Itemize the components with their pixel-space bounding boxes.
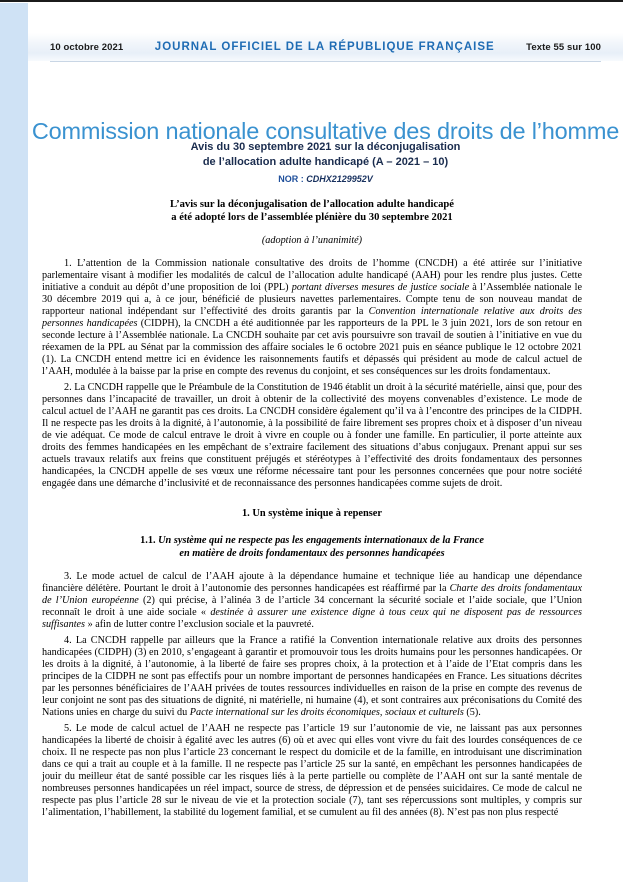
paragraph-1: 1. L’attention de la Commission nationale consultative des droits de l’homme (CNCDH) a été attirée sur l’initiative parlementaire visant à modifier les modalités de calcul de l’allocation adulte handicapé (AAH) pour les rendre plus justes. Cette initiative a conduit au dépôt d’une proposition de loi (PPL) portant diverses mesures de justice sociale à l’Assemblée nationale le 30 décembre 2019 qui a, à ce jour, bénéficié de plusieurs navettes parlementaires. Compte tenu de son nouveau mandat de rapporteur national indépendant sur l’effectivité des droits garantis par la Convention internationale relative aux droits des personnes handicapées (CIDPH), la CNCDH a été auditionnée par les rapporteurs de la PPL le 3 juin 2021, lors de son retour en seconde lecture à l’Assemblée nationale. La CNCDH souhaite par cet avis poursuivre son travail de soutien à l’initiative en vue du réexamen de la PPL au Sénat par la commission des affaire sociales le 6 octobre 2021 puis en séance publique le 12 octobre 2021 (1). La CNCDH entend mettre ici en évidence les raisonnements fautifs et dépassés qui président au mode de calcul actuel de l’AAH, modulée à la baisse par la prise en compte des revenus du conjoint, et ses conséquences sur les droits fondamentaux. bbox=[42, 258, 582, 377]
adoption-statement bbox=[42, 198, 582, 224]
running-header bbox=[28, 36, 623, 58]
document-body bbox=[42, 198, 582, 820]
document-subtitle-line-1: Avis du 30 septembre 2021 sur la déconjugalisation bbox=[190, 141, 461, 153]
header-journal-title: JOURNAL OFFICIEL DE LA RÉPUBLIQUE FRANÇAISE bbox=[154, 41, 495, 53]
subsection-title-line-1: Un système qui ne respecte pas les engagements internationaux de la France bbox=[158, 535, 484, 546]
paragraph-5: 5. Le mode de calcul actuel de l’AAH ne respecte pas l’article 19 sur l’autonomie de vie, ne laissant pas aux personnes handicapées la liberté de choisir à égalité avec les autres (6) où et avec qui elles vont vivre du fait des lourdes conséquences de ce choix. Il ne respecte pas non plus l’article 23 concernant le respect du domicile et de la famille, en introduisant une discrimination dans ce qui a trait au couple et à la famille. Il ne respecte pas l’article 25 sur la santé, en empêchant les personnes handicapées de jouir du meilleur état de santé possible car les risques liés à la perte partielle ou complète de l’AAH ont sur la santé mentale de nombreuses personnes handicapées un réel impact, source de stress, de dépression et de pensées suicidaires. Ce mode de calcul ne respecte pas plus l’article 28 sur le niveau de vie et la protection sociale (7), tant ses répercussions sont multiples, y compris sur l’alimentation, l’habillement, la stabilité du logement familial, et se cumulent au fil des années (8). N’est pas non plus respecté bbox=[42, 723, 582, 818]
page-left-margin-strip bbox=[0, 3, 28, 882]
paragraph-4: 4. La CNCDH rappelle par ailleurs que la France a ratifié la Convention internationale relative aux droits des personnes handicapées (CIDPH) (3) en 2010, s’engageant à garantir et promouvoir tous les droits humains pour les personnes handicapées. Or les droits à la dignité, à l’autonomie, à la liberté de faire ses propres choix, à la protection et à l’aide de l’Etat compris dans les principes de la CIDPH ne sont pas effectifs pour un nombre important de personnes handicapées en France. Les situations décrites par les personnes bénéficiaires de l’AAH privées de toutes ressources individuelles en raison de la prise en compte des revenus de leur conjoint ne sont pas des situations de dignité, ni matérielle, ni humaine (4), et sont contraires aux préconisations du Comité des Nations unies en charge du suivi du Pacte international sur les droits économiques, sociaux et culturels (5). bbox=[42, 635, 582, 718]
header-date: 10 octobre 2021 bbox=[50, 41, 124, 53]
adoption-statement-line-1: L’avis sur la déconjugalisation de l’allocation adulte handicapé bbox=[169, 199, 454, 210]
paragraph-3: 3. Le mode actuel de calcul de l’AAH ajoute à la dépendance humaine et technique liée au handicap une dépendance financière délétère. Pourtant le droit à l’autonomie des personnes handicapées est réaffirmé par la Charte des droits fondamentaux de l’Union européenne (2) qui précise, à l’alinéa 3 de l’article 34 concernant la sécurité sociale et l’aide sociale, que l’Union reconnaît le droit à une aide sociale « destinée à assurer une existence digne à tous ceux qui ne disposent pas de ressources suffisantes » afin de lutter contre l’exclusion sociale et la pauvreté. bbox=[42, 571, 582, 630]
paragraph-2: 2. La CNCDH rappelle que le Préambule de la Constitution de 1946 établit un droit à la sécurité matérielle, ainsi que, pour des personnes dans l’incapacité de travailler, un droit à obtenir de la collectivité des moyens convenables d’existence. Le mode de calcul actuel de l’AAH ne garantit pas ces droits. La CNCDH considère également qu’il va à l’encontre des principes de la CIDPH. Il ne respecte pas les droits à la dignité, à l’autonomie, à la possibilité de faire librement ses propres choix et à disposer d’un niveau de vie adéquat. Ce mode de calcul entrave le droit à vivre en couple ou à fonder une famille. En particulier, il porte atteinte aux droits des femmes handicapées en les empêchant de s’extraire facilement des situations d’abus conjugaux. Prenant appui sur ses actuels travaux relatifs aux freins que constituent préjugés et stéréotypes à l’effectivité des droits fondamentaux des personnes handicapées, la CNCDH appelle de ses vœux une réforme nécessaire tant pour les personnes concernées que pour notre société engagée dans une démarche d’inclusivité et de reconnaissance des personnes handicapées comme sujets de droit. bbox=[42, 382, 582, 489]
nor-line bbox=[28, 174, 623, 184]
subsection-title-line-2: en matière de droits fondamentaux des personnes handicapées bbox=[179, 548, 445, 559]
document-subtitle bbox=[28, 140, 623, 170]
subsection-heading-1-1 bbox=[42, 534, 582, 560]
page-title: Commission nationale consultative des droits de l’homme bbox=[31, 117, 620, 144]
nor-label: NOR : bbox=[278, 174, 304, 184]
nor-value: CDHX2129952V bbox=[306, 174, 373, 184]
document-subtitle-line-2: de l’allocation adulte handicapé (A – 2021 – 10) bbox=[202, 156, 449, 168]
adoption-statement-line-2: a été adopté lors de l’assemblée plénière du 30 septembre 2021 bbox=[171, 212, 453, 223]
subsection-number: 1.1. bbox=[140, 535, 159, 546]
section-heading-1: 1. Un système inique à repenser bbox=[241, 508, 383, 519]
page-top-rule bbox=[0, 0, 623, 2]
adoption-unanimity-note: (adoption à l’unanimité) bbox=[261, 235, 363, 246]
header-divider-rule bbox=[50, 61, 601, 62]
header-text-number: Texte 55 sur 100 bbox=[526, 41, 601, 53]
